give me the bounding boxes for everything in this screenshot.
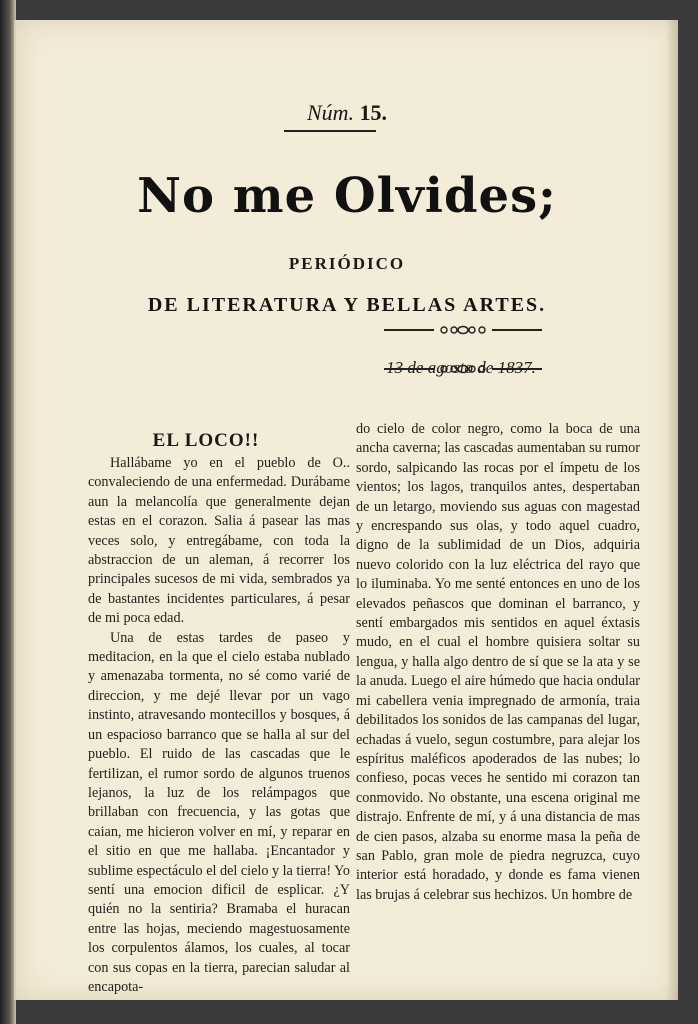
newspaper-page [14,20,678,1000]
issue-label: Núm. [306,100,355,125]
masthead-periodico: PERIÓDICO [288,254,406,273]
paragraph: Una de estas tardes de paseo y meditacion, en la que el cielo estaba nublado y amenazaba tormenta, no sé como varié de direccion, y me dejé llevar por un vago instinto, atravesando montecillos y bosques, á un espacioso barranco que se halla al sur del pueblo. El ruido de las cascadas que le fertilizan, el rumor sordo de algunos truenos lejanos, la luz de los relámpagos que brillaban con frecuencia, y las gotas que caian, me hicieron volver en mí, y reparar en el sitio en que me hallaba. ¡Encantador y sublime espectáculo el del cielo y la tierra! Yo sentí una emocion dificil de esplicar. ¿Y quién no la sentiria? Bramaba el huracan entre las hojas, meciendo magestuosamente los corpulentos álamos, los cuales, al tocar con sus copas en la tierra, parecian saludar al encapota- [88,629,350,995]
paragraph: Hallábame yo en el pueblo de O.. convaleciendo de una enfermedad. Durábame aun la melancolía que generalmente dejan estas en el corazon. Salia á pasear las mas veces solo, y entregábame, con toda la abstraccion de un aleman, á recorrer los principales sucesos de mi vida, sembrados ya de bastantes incidentes particulares, á pesar de mi poca edad. [88,455,350,627]
issue-value: 15. [359,100,388,125]
masthead-title: No me Olvides; [137,168,557,224]
paragraph: do cielo de color negro, como la boca de una ancha caverna; las cascadas aumentaban su rumor sordo, salpicando las rocas por el ímpetu de los vientos; los lagos, tranquilos antes, despertaban de un letargo, moviendo sus aguas con magestad y encrespando sus olas, y todo aquel cuadro, digno de la sublimidad de un Dios, adquiria nuevo colorido con la luz eléctrica del rayo que lo iluminaba. Yo me senté entonces en uno de los elevados peñascos que dominan el barranco, y sentí embargados mis sentidos en aquel éxtasis mudo, en el cual el hombre quisiera soltar su lengua, y halla algo dentro de sí que se la ata y se la anuda. Luego el aire húmedo que hacia ondular mi cabellera venia impregnado de armonía, traia debilitados los sonidos de las campanas del lugar, echadas á vuelo, segun costumbre, para alejar los espíritus maléficos apoderados de las nubes; lo confieso, pocas veces he sentido mi corazon tan conmovido. No obstante, una escena original me distrajo. Enfrente de mí, y á una distancia de mas de cien pasos, alzaba su enorme masa la peña de san Pablo, gran mole de piedra negruzca, cuyo interior está horadado, y donde es fama vienen las brujas á celebrar sus hechizos. Un hombre de [356,421,640,903]
article-column-left [88,454,350,997]
masthead-subtitle: DE LITERATURA Y BELLAS ARTES. [147,294,547,316]
article-column-right [356,420,640,905]
scan-background-top [0,0,698,20]
ornament-rule-bottom [384,364,542,374]
issue-rule [284,130,376,132]
page-edge-shadow [666,20,678,1000]
issue-number [16,100,678,126]
ornament-rule-top [384,325,542,335]
article-title: EL LOCO!! [152,430,260,451]
issue-date: 13 de agosto de 1837. [386,358,536,377]
